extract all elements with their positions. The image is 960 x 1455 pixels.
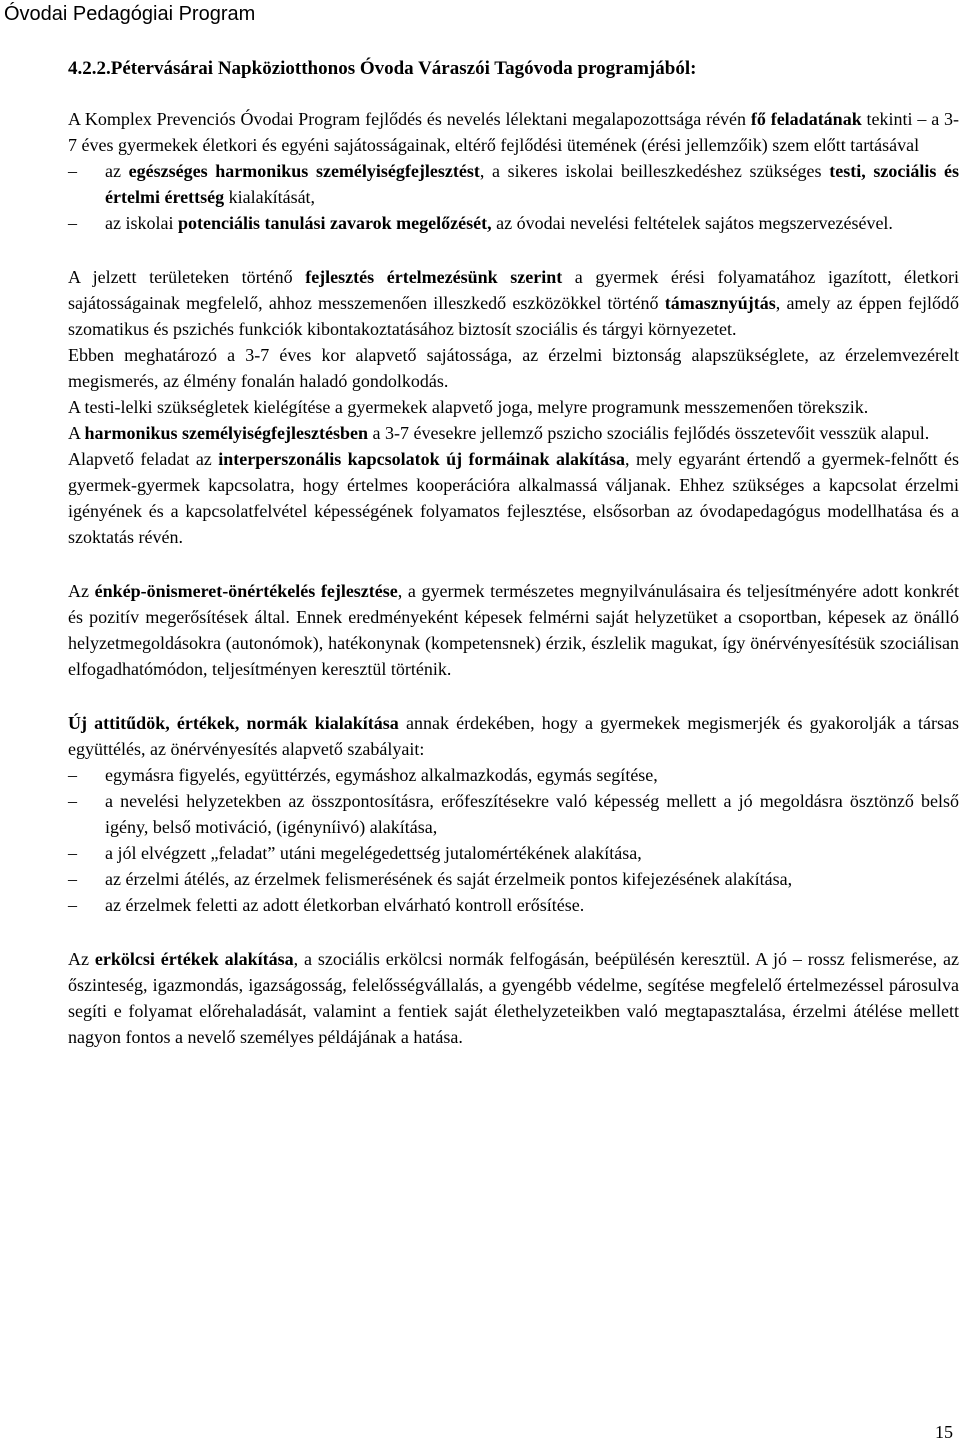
paragraph [68, 578, 959, 682]
section-number: 4.2.2. [68, 58, 111, 79]
paragraph [68, 264, 959, 342]
text-run: Ebben meghatározó a 3-7 éves kor alapvető sajátossága, az érzelmi biztonság alapszükséglete, az érzelemvezérelt megismerés, az élmény fonalán haladó gondolkodás. [68, 345, 959, 391]
text-run: A [68, 423, 85, 443]
bold-text: harmonikus személyiségfejlesztésben [84, 423, 368, 443]
text-run: , a sikeres iskolai beilleszkedéshez szükséges [479, 161, 830, 181]
text-run: annak érdekében, hogy a gyermekek megismerjék és gyakorolják a társas együttélés, az önérvényesítés alapvető szabályait: [68, 713, 959, 759]
paragraph [68, 420, 959, 446]
text-run: , amely az éppen fejlődő szomatikus és pszichés funkciók kibontakoztatásához biztosít szociális és tárgyi környezetet. [68, 293, 959, 339]
list-item [68, 158, 959, 210]
text-run: a gyermek érési folyamatához igazított, életkori sajátosságainak megfelelő, ahhoz messzemenően illeszkedő eszközökkel történő [68, 267, 960, 313]
bold-text: fejlesztés értelmezésünk szerint [305, 267, 563, 287]
section-title: Pétervásárai Napköziotthonos Óvoda Váraszói Tagóvoda programjából: [110, 58, 697, 79]
document-body [68, 56, 959, 1050]
text-run: A Komplex Prevenciós Óvodai Program fejlődés és nevelés lélektani megalapozottsága révén [68, 109, 751, 129]
running-header: Óvodai Pedagógiai Program [4, 3, 256, 25]
paragraph [68, 106, 959, 158]
text-run: a 3-7 évesekre jellemző pszicho szociális fejlődés összetevőit vesszük alapul. [367, 423, 930, 443]
bold-text: interperszonális kapcsolatok új formáinak alakítása [218, 449, 626, 469]
dash-list [68, 158, 959, 236]
list-item [68, 866, 959, 892]
list-item [68, 840, 959, 866]
text-run: A testi-lelki szükségletek kielégítése a gyermekek alapvető joga, melyre programunk messzemenően törekszik. [68, 397, 869, 417]
bold-text: fő feladatának [750, 109, 862, 129]
list-item [68, 892, 959, 918]
text-run: , mely egyaránt értendő a gyermek-felnőtt és gyermek-gyermek kapcsolatra, hogy értelmes kooperációra alkalmassá váljanak. Ehhez szükséges a kapcsolat érzelmi igényének és a kapcsolatfelvétel képességének folyamatos fejlesztése, elsősorban az óvodapedagógus modellhatása és a szoktatás révén. [68, 449, 959, 547]
bold-text: testi, szociális és értelmi érettség [105, 161, 960, 207]
text-run: A jelzett területeken történő [68, 267, 306, 287]
bold-text: egészséges harmonikus személyiségfejlesztést [128, 161, 480, 181]
dash-list [68, 762, 959, 918]
bold-text: énkép-önismeret-önértékelés fejlesztése [94, 581, 398, 601]
paragraph [68, 446, 959, 550]
content-blocks [68, 106, 959, 1050]
page-number: 15 [935, 1422, 953, 1442]
text-run: Az [68, 581, 95, 601]
text-run: az [105, 161, 129, 181]
bold-text: potenciális tanulási zavarok megelőzését, [177, 213, 492, 233]
paragraph [68, 394, 959, 420]
text-run: tekinti – a 3-7 éves gyermekek életkori és egyéni sajátosságainak, eltérő fejlődési ütemének (érési jellemzőik) szem előtt tartásával [68, 109, 959, 155]
paragraph [68, 342, 959, 394]
section-heading [68, 56, 959, 82]
text-run: , a szociális erkölcsi normák felfogásán, beépülésén keresztül. A jó – rossz felismerése, az őszinteség, igazmondás, igazságosság, felelősségvállalás, a gyengébb védelme, segítése megfelelő értelmezéssel párosulva segíti e folyamat előrehaladását, valamint a fentiek saját élethelyzeteikben való megtapasztalása, érzelmi átélése mellett nagyon fontos a nevelő személyes példájának a hatása. [68, 949, 959, 1047]
paragraph [68, 946, 959, 1050]
list-item [68, 788, 959, 840]
bold-text: erkölcsi értékek alakítása [94, 949, 294, 969]
bold-text: támasznyújtás [664, 293, 776, 313]
bold-text: Új attitűdök, értékek, normák kialakítása [68, 713, 399, 733]
text-run: kialakítását, [224, 187, 316, 207]
text-run: a jól elvégzett „feladat” utáni megelégedettség jutalomértékének alakítása, [105, 843, 642, 863]
text-run: az érzelmi átélés, az érzelmek felismerésének és saját érzelmeik pontos kifejezésének alakítása, [105, 869, 793, 889]
text-run: az óvodai nevelési feltételek sajátos megszervezésével. [491, 213, 893, 233]
text-run: egymásra figyelés, együttérzés, egymáshoz alkalmazkodás, egymás segítése, [105, 765, 658, 785]
text-run: az érzelmek feletti az adott életkorban elvárható kontroll erősítése. [105, 895, 585, 915]
paragraph [68, 710, 959, 762]
text-run: Alapvető feladat az [68, 449, 219, 469]
text-run: Az [68, 949, 95, 969]
list-item [68, 210, 959, 236]
text-run: az iskolai [105, 213, 178, 233]
text-run: , a gyermek természetes megnyilvánulásaira és teljesítményére adott konkrét és pozitív megerősítések által. Ennek eredményeként képesek felmérni saját helyzetüket a csoportban, képesek az önálló helyzetmegoldásokra (autonómok), hatékonynak (kompetensnek) érzik, észlelik magukat, így önérvényesítésük szociálisan elfogadhatómódon, teljesítményen keresztül történik. [68, 581, 959, 679]
list-item [68, 762, 959, 788]
text-run: a nevelési helyzetekben az összpontosításra, erőfeszítésekre való képesség mellett a jó megoldásra ösztönző belső igény, belső motiváció, (igényníivó) alakítása, [105, 791, 959, 837]
